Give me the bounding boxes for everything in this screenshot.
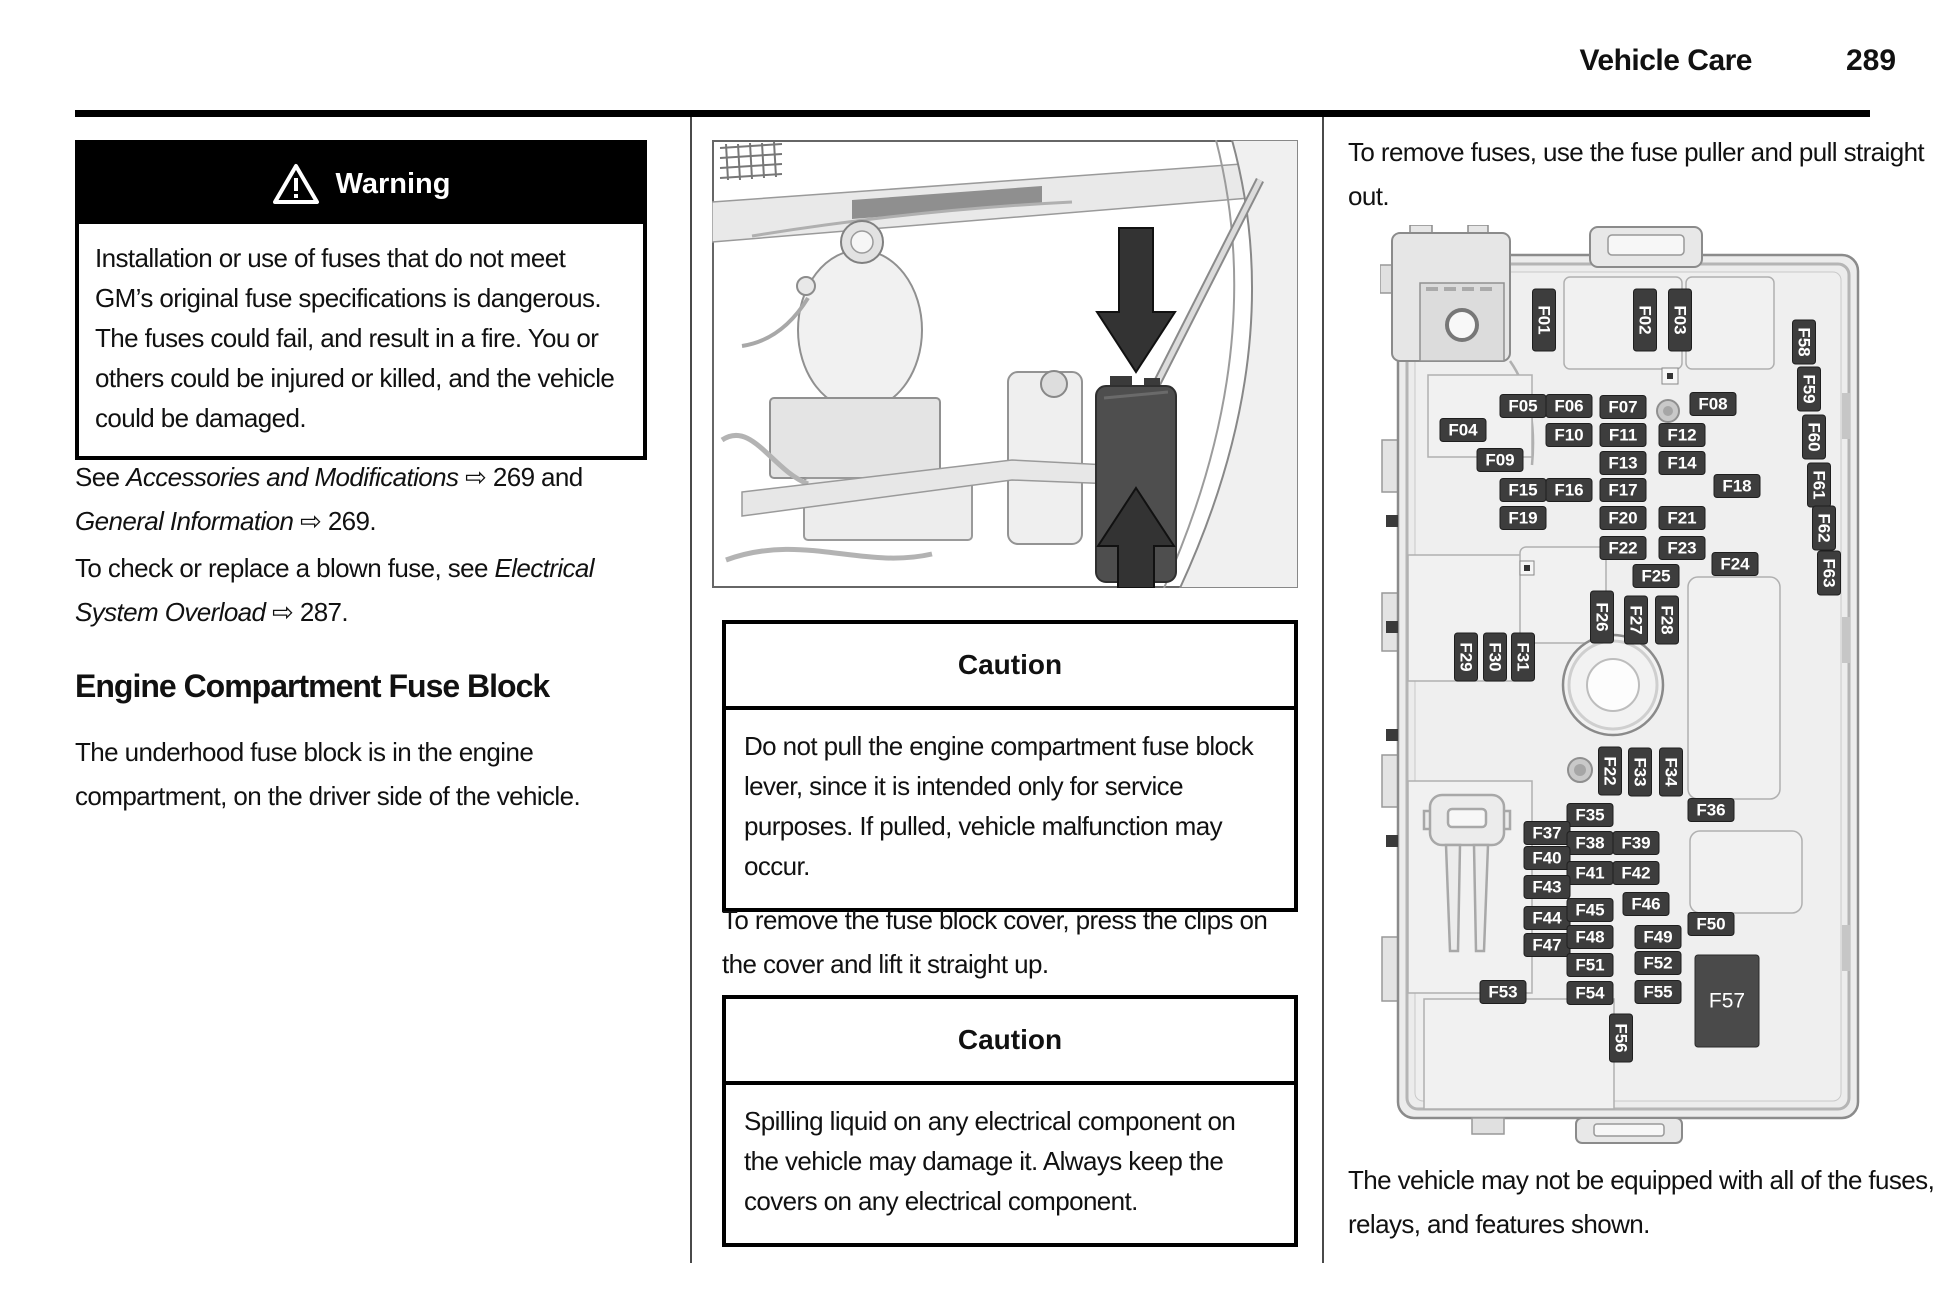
svg-text:F42: F42 (1621, 863, 1651, 883)
fuse-label-f53 (1480, 981, 1526, 1004)
svg-text:F04: F04 (1448, 420, 1478, 440)
fuse-label-f20 (1600, 507, 1646, 530)
svg-text:F31: F31 (1513, 642, 1533, 672)
fuse-label-f26 (1591, 591, 1614, 643)
svg-text:F39: F39 (1621, 833, 1651, 853)
fuse-label-f62 (1813, 506, 1836, 550)
svg-text:F48: F48 (1575, 927, 1605, 947)
svg-text:F09: F09 (1485, 450, 1515, 470)
warning-body: Installation or use of fuses that do not meet GM’s original fuse specifications is dangerous. The fuses could fail, and result in a fire. You or others could be injured or killed, and the vehicle could be damaged. (95, 243, 615, 433)
fuse-label-f21 (1659, 507, 1705, 530)
check-fuse-paragraph: To check or replace a blown fuse, see Electrical System Overload ⇨ 287. (75, 553, 594, 627)
svg-text:F37: F37 (1532, 823, 1562, 843)
fuse-label-f16 (1546, 479, 1592, 502)
column-divider-right (1322, 117, 1324, 1263)
fuse-label-f33 (1629, 748, 1652, 796)
fuse-label-f02 (1634, 289, 1657, 351)
fuse-label-f43 (1524, 876, 1570, 899)
fuse-label-f13 (1600, 452, 1646, 475)
link-general-information: General Information (75, 506, 294, 536)
caution-1-body: Do not pull the engine compartment fuse block lever, since it is intended only for service purposes. If pulled, vehicle malfunction may occur. (744, 731, 1254, 881)
svg-text:F08: F08 (1698, 394, 1728, 414)
svg-text:F49: F49 (1643, 927, 1673, 947)
svg-text:F29: F29 (1456, 642, 1476, 672)
link-electrical-system-overload: Electrical System Overload (75, 553, 594, 627)
svg-text:F38: F38 (1575, 833, 1605, 853)
svg-text:F44: F44 (1532, 908, 1562, 928)
fuse-label-f39 (1613, 832, 1659, 855)
fuse-label-f12 (1659, 424, 1705, 447)
fuse-diagram-svg (1380, 225, 1870, 1145)
fuse-label-f01 (1533, 289, 1556, 351)
svg-text:F01: F01 (1534, 305, 1554, 335)
svg-text:F46: F46 (1631, 894, 1661, 914)
fuse-label-f42 (1613, 862, 1659, 885)
svg-text:F17: F17 (1608, 480, 1638, 500)
column-divider-left (690, 117, 692, 1263)
link-accessories-and-modifications: Accessories and Modifications (126, 462, 459, 492)
svg-text:F20: F20 (1608, 508, 1638, 528)
fuse-label-f34 (1660, 748, 1683, 796)
svg-text:F12: F12 (1667, 425, 1697, 445)
page-ref-arrow: ⇨ 287. (265, 597, 349, 627)
fuse-label-f29 (1455, 633, 1478, 681)
fuse-label-f46 (1623, 893, 1669, 916)
svg-text:F06: F06 (1554, 396, 1584, 416)
fuse-label-f52 (1635, 952, 1681, 975)
fuse-label-f36 (1688, 799, 1734, 822)
svg-text:F62: F62 (1814, 513, 1834, 543)
fuse-label-f63 (1818, 551, 1841, 595)
section-title: Vehicle Care (1579, 44, 1752, 77)
svg-text:F50: F50 (1696, 914, 1726, 934)
fuse-label-f45 (1567, 899, 1613, 922)
see-paragraph: See Accessories and Modifications ⇨ 269 and General Information ⇨ 269. (75, 462, 583, 536)
fuse-label-f09 (1477, 449, 1523, 472)
warning-title: Warning (335, 167, 451, 200)
svg-text:F26: F26 (1592, 602, 1612, 632)
svg-text:F07: F07 (1608, 397, 1638, 417)
reservoir-tank (1008, 372, 1082, 544)
svg-text:F22: F22 (1600, 756, 1620, 786)
fuse-label-f19 (1500, 507, 1546, 530)
fuse-label-f49 (1635, 926, 1681, 949)
fuse-label-f54 (1567, 982, 1613, 1005)
svg-text:F15: F15 (1508, 480, 1538, 500)
svg-text:F36: F36 (1696, 800, 1726, 820)
fuse-label-f10 (1546, 424, 1592, 447)
remove-cover-paragraph: To remove the fuse block cover, press the clips on the cover and lift it straight up. (722, 905, 1268, 979)
caution-box-1 (722, 620, 1298, 912)
svg-text:F56: F56 (1611, 1023, 1631, 1053)
svg-text:F63: F63 (1819, 558, 1839, 588)
remove-fuses-paragraph: To remove fuses, use the fuse puller and pull straight out. (1348, 137, 1925, 211)
fuse-label-f07 (1600, 396, 1646, 419)
svg-text:F51: F51 (1575, 955, 1605, 975)
svg-text:F25: F25 (1641, 566, 1671, 586)
svg-text:F02: F02 (1635, 305, 1655, 335)
svg-text:F41: F41 (1575, 863, 1605, 883)
fuse-label-f14 (1659, 452, 1705, 475)
fuse-label-f05 (1500, 395, 1546, 418)
svg-text:F30: F30 (1485, 642, 1505, 672)
svg-text:F21: F21 (1667, 508, 1697, 528)
warning-triangle-icon (272, 163, 320, 205)
warning-box (75, 140, 647, 460)
fuse-label-f59 (1798, 367, 1821, 411)
page-number: 289 (1846, 44, 1897, 77)
svg-text:F35: F35 (1575, 805, 1605, 825)
svg-text:F11: F11 (1608, 425, 1638, 445)
fuse-label-f24 (1712, 553, 1758, 576)
fuse-label-f03 (1669, 289, 1692, 351)
svg-text:F54: F54 (1575, 983, 1605, 1003)
fuse-label-f38 (1567, 832, 1613, 855)
fuse-label-f44 (1524, 907, 1570, 930)
svg-text:F03: F03 (1670, 305, 1690, 335)
fuse-label-f55 (1635, 981, 1681, 1004)
svg-text:F27: F27 (1626, 605, 1646, 635)
svg-text:F05: F05 (1508, 396, 1538, 416)
fuse-label-f35 (1567, 804, 1613, 827)
fuse-label-f28 (1656, 596, 1679, 644)
svg-text:F22: F22 (1608, 538, 1638, 558)
svg-text:F23: F23 (1667, 538, 1697, 558)
caution-2-body: Spilling liquid on any electrical component on the vehicle may damage it. Always keep the covers on any electrical component. (744, 1106, 1236, 1216)
top-handle (1590, 227, 1702, 267)
fuse-label-f58 (1793, 320, 1816, 364)
engine-compartment-figure (712, 140, 1298, 588)
svg-text:F47: F47 (1532, 935, 1562, 955)
svg-text:F40: F40 (1532, 848, 1562, 868)
svg-text:F59: F59 (1799, 374, 1819, 404)
svg-text:F52: F52 (1643, 953, 1673, 973)
bottom-handle (1472, 1118, 1682, 1143)
svg-text:F28: F28 (1657, 605, 1677, 635)
svg-text:F24: F24 (1720, 554, 1750, 574)
caution-1-title: Caution (726, 624, 1294, 710)
svg-text:F34: F34 (1661, 757, 1681, 787)
fuse-label-f37 (1524, 822, 1570, 845)
svg-text:F33: F33 (1630, 757, 1650, 787)
fuse-label-f22 (1600, 537, 1646, 560)
fuse-label-f61 (1808, 463, 1831, 507)
fuse-label-f18 (1714, 475, 1760, 498)
fuse-label-f60 (1803, 415, 1826, 459)
fuse-label-f47 (1524, 934, 1570, 957)
fuse-label-f40 (1524, 847, 1570, 870)
underhood-paragraph: The underhood fuse block is in the engine compartment, on the driver side of the vehicle. (75, 737, 581, 811)
battery-box (770, 398, 940, 478)
engine-compartment-svg (712, 140, 1298, 588)
page-ref-arrow: ⇨ 269. (293, 506, 377, 536)
svg-text:F13: F13 (1608, 453, 1638, 473)
fuse-label-f30 (1484, 633, 1507, 681)
note-paragraph: The vehicle may not be equipped with all of the fuses, relays, and features shown. (1348, 1165, 1935, 1239)
fuse-label-f11 (1600, 424, 1646, 447)
svg-text:F19: F19 (1508, 508, 1538, 528)
page-ref-arrow: ⇨ 269 and (458, 462, 583, 492)
fuse-label-f15 (1500, 479, 1546, 502)
caution-box-2 (722, 995, 1298, 1247)
fuse-label-f04 (1440, 419, 1486, 442)
svg-text:F60: F60 (1804, 422, 1824, 452)
tank-cap (1041, 371, 1067, 397)
center-bolt (1563, 635, 1663, 735)
fuse-label-f25 (1633, 565, 1679, 588)
caution-2-title: Caution (726, 999, 1294, 1085)
fuse-label-f51 (1567, 954, 1613, 977)
fuse-label-f41 (1567, 862, 1613, 885)
svg-text:F55: F55 (1643, 982, 1673, 1002)
svg-text:F10: F10 (1554, 425, 1584, 445)
fuse-label-f06 (1546, 395, 1592, 418)
svg-text:F45: F45 (1575, 900, 1605, 920)
fuse-label-f48 (1567, 926, 1613, 949)
fuse-label-f23 (1659, 537, 1705, 560)
fuse-label-f22 (1599, 747, 1622, 795)
fuse-label-f57 (1695, 955, 1759, 1047)
fuse-label-f31 (1512, 633, 1535, 681)
svg-text:F61: F61 (1809, 470, 1829, 500)
svg-text:F16: F16 (1554, 480, 1584, 500)
svg-text:F43: F43 (1532, 877, 1562, 897)
svg-text:F53: F53 (1488, 982, 1518, 1002)
fuse-label-f50 (1688, 913, 1734, 936)
fuse-label-f27 (1625, 596, 1648, 644)
warning-box-header (79, 144, 643, 224)
header-rule (75, 110, 1870, 117)
fuse-block-diagram (1380, 225, 1870, 1145)
fuse-label-f17 (1600, 479, 1646, 502)
svg-text:F58: F58 (1794, 327, 1814, 357)
svg-text:F57: F57 (1708, 989, 1746, 1013)
fuse-label-f56 (1610, 1014, 1633, 1062)
fuse-block-heading: Engine Compartment Fuse Block (75, 668, 550, 704)
fuse-label-f08 (1690, 393, 1736, 416)
svg-text:F18: F18 (1722, 476, 1752, 496)
svg-text:F14: F14 (1667, 453, 1697, 473)
